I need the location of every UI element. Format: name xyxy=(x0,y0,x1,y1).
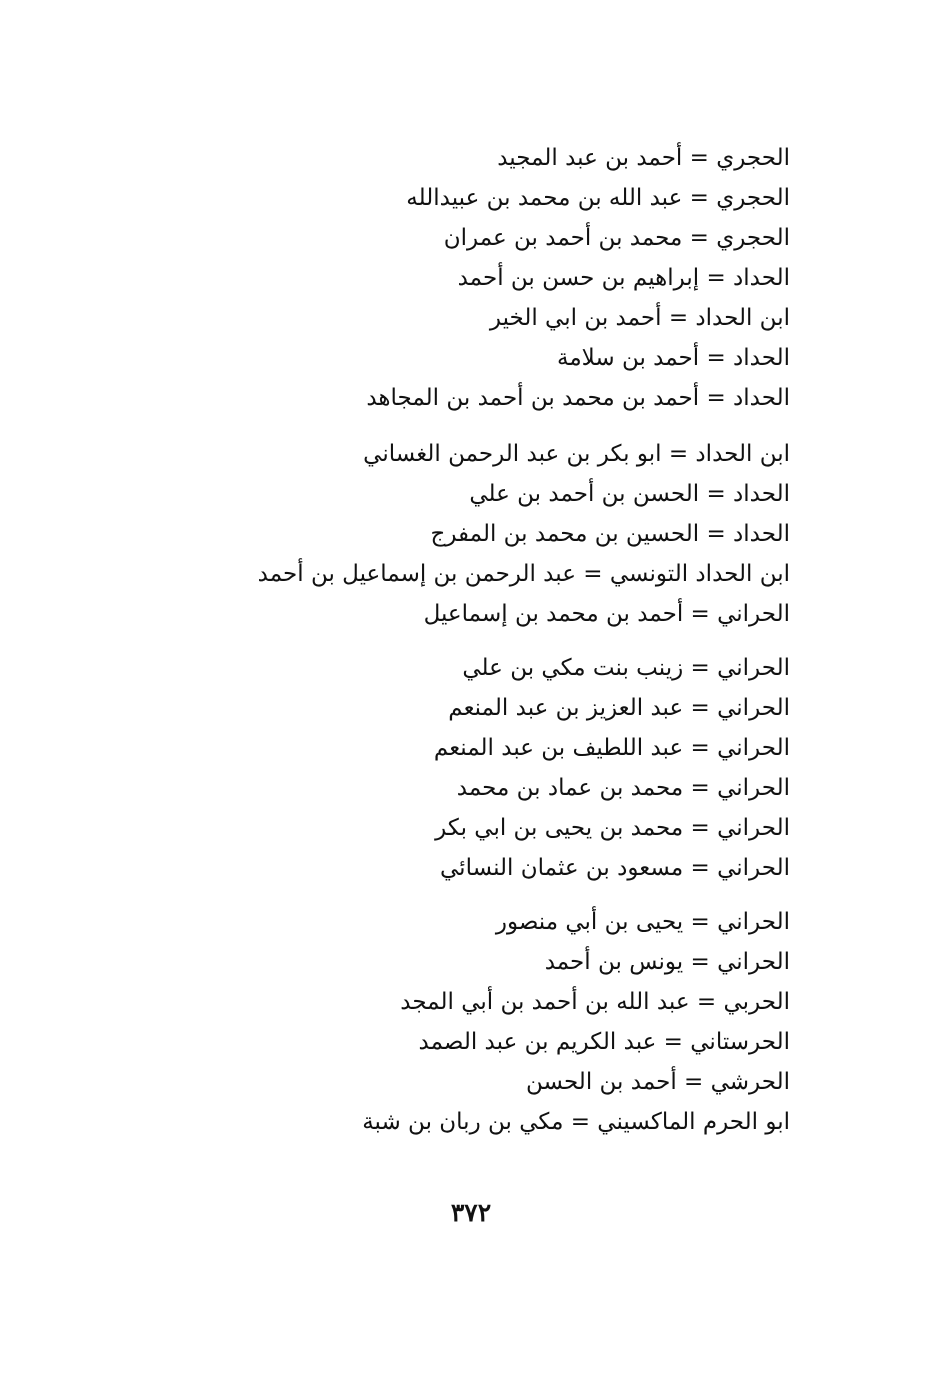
index-entry: ابن الحداد = ابو بكر بن عبد الرحمن الغساني xyxy=(363,441,790,467)
index-entry: الحجري = محمد بن أحمد بن عمران xyxy=(443,225,790,251)
index-entry: الحراني = زينب بنت مكي بن علي xyxy=(462,655,790,681)
index-entry: الحراني = عبد اللطيف بن عبد المنعم xyxy=(433,735,790,761)
index-entry: الحراني = محمد بن عماد بن محمد xyxy=(456,775,790,801)
index-entry: الحداد = إبراهيم بن حسن بن أحمد xyxy=(457,265,790,291)
index-entry: الحراني = يحيى بن أبي منصور xyxy=(495,909,790,935)
index-entry: الحجري = أحمد بن عبد المجيد xyxy=(497,145,790,171)
page-number: ٣٧٢ xyxy=(450,1198,492,1227)
index-entry: الحرستاني = عبد الكريم بن عبد الصمد xyxy=(418,1029,790,1055)
entry-group-1 xyxy=(150,138,790,418)
index-entry: الحربي = عبد الله بن أحمد بن أبي المجد xyxy=(400,989,790,1015)
index-entry: الحراني = يونس بن أحمد xyxy=(544,949,790,975)
index-entry: الحجري = عبد الله بن محمد بن عبيدالله xyxy=(406,185,790,211)
index-entry: الحداد = الحسين بن محمد بن المفرج xyxy=(430,521,790,547)
index-entry: ابو الحرم الماكسيني = مكي بن ربان بن شبة xyxy=(362,1109,790,1135)
index-entry: الحداد = الحسن بن أحمد بن علي xyxy=(469,481,790,507)
index-entry: الحراني = محمد بن يحيى بن ابي بكر xyxy=(435,815,790,841)
index-entry: الحرشي = أحمد بن الحسن xyxy=(525,1069,790,1095)
index-entry: ابن الحداد التونسي = عبد الرحمن بن إسماعيل بن أحمد xyxy=(257,561,790,587)
index-entry: الحراني = مسعود بن عثمان النسائي xyxy=(440,855,790,881)
index-entry: ابن الحداد = أحمد بن ابي الخير xyxy=(489,305,790,331)
entry-group-4 xyxy=(150,902,790,1142)
entry-group-3 xyxy=(150,648,790,888)
index-entry: الحداد = أحمد بن محمد بن أحمد بن المجاهد xyxy=(366,385,790,411)
index-entry: الحراني = عبد العزيز بن عبد المنعم xyxy=(448,695,790,721)
index-entry: الحداد = أحمد بن سلامة xyxy=(557,345,790,371)
index-entry: الحراني = أحمد بن محمد بن إسماعيل xyxy=(423,601,790,627)
name-index-list xyxy=(150,138,790,1142)
entry-group-2 xyxy=(150,434,790,634)
